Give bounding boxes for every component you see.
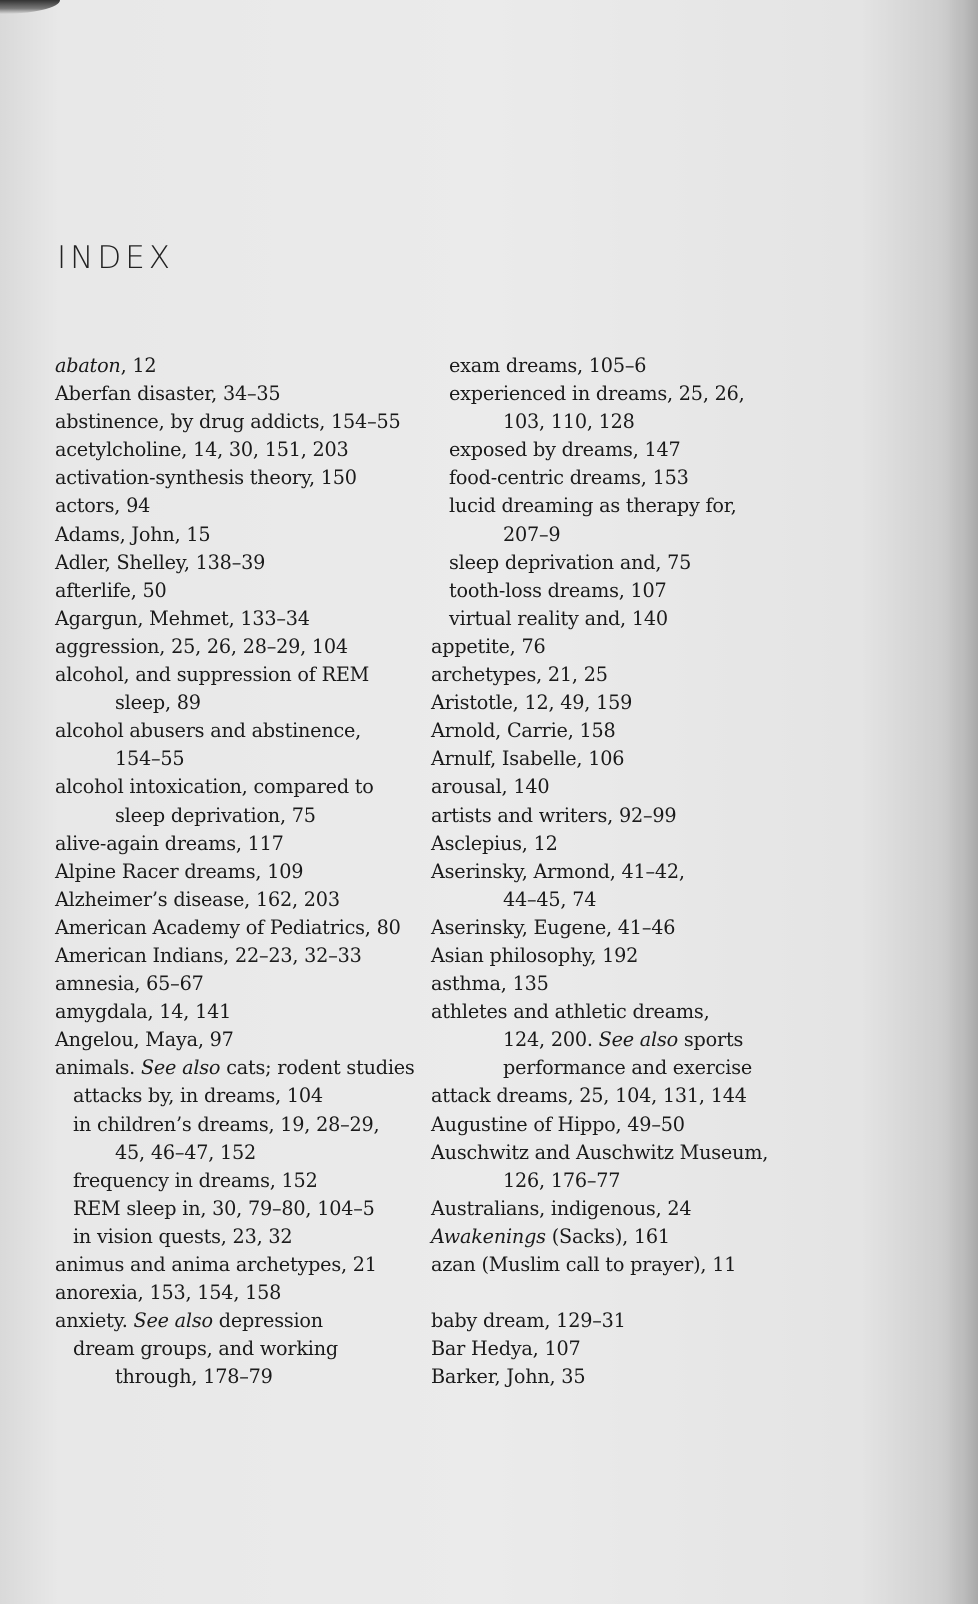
index-line (431, 492, 831, 520)
index-text: Arnold, Carrie, 158 (431, 719, 616, 743)
index-text: attack dreams, 25, 104, 131, 144 (431, 1084, 747, 1108)
index-line (431, 1082, 831, 1110)
index-text: (Sacks), 161 (545, 1224, 670, 1248)
index-line (55, 1363, 425, 1391)
index-line (55, 1111, 425, 1139)
index-text: Alzheimer’s disease, 162, 203 (55, 887, 340, 911)
index-text: alive-again dreams, 117 (55, 831, 284, 855)
index-line (431, 998, 831, 1026)
index-text: 154–55 (115, 747, 185, 771)
index-line (55, 549, 425, 577)
index-text: , 12 (120, 354, 157, 377)
index-line (431, 1363, 831, 1391)
index-line (431, 605, 831, 633)
index-line (431, 830, 831, 858)
index-line (55, 886, 425, 914)
index-line (431, 802, 831, 830)
index-text: sleep deprivation and, 75 (449, 550, 692, 574)
index-line (431, 464, 831, 492)
index-text: Agargun, Mehmet, 133–34 (55, 606, 310, 630)
index-text: athletes and athletic dreams, (431, 1000, 710, 1024)
index-line (55, 492, 425, 520)
index-line (55, 1335, 425, 1363)
index-text: Aristotle, 12, 49, 159 (431, 691, 633, 715)
index-line (55, 605, 425, 633)
index-line (55, 745, 425, 773)
index-line (431, 633, 831, 661)
index-line (55, 464, 425, 492)
index-text-italic: Awakenings (431, 1224, 546, 1248)
index-line (431, 436, 831, 464)
index-text: performance and exercise (503, 1056, 752, 1080)
section-gap (431, 1279, 831, 1307)
index-text: azan (Muslim call to prayer), 11 (431, 1253, 737, 1276)
index-text: actors, 94 (55, 494, 151, 518)
index-text: through, 178–79 (115, 1365, 273, 1389)
index-line (431, 1307, 831, 1335)
index-line (55, 1026, 425, 1054)
index-text: animals. (55, 1056, 141, 1080)
index-line (55, 436, 425, 464)
index-line (431, 408, 831, 436)
index-line (55, 998, 425, 1026)
index-text: dream groups, and working (73, 1337, 338, 1361)
index-text: frequency in dreams, 152 (73, 1168, 318, 1192)
page-title: INDEX (57, 240, 175, 276)
index-text: 45, 46–47, 152 (115, 1140, 257, 1164)
index-line (431, 970, 831, 998)
index-text: Aserinsky, Eugene, 41–46 (431, 915, 676, 939)
index-text-italic: See also (598, 1028, 678, 1052)
index-text: alcohol intoxication, compared to (55, 775, 374, 799)
index-line (55, 380, 425, 408)
index-text: food-centric dreams, 153 (449, 466, 689, 490)
index-line (431, 1054, 831, 1082)
index-text: amygdala, 14, 141 (55, 1000, 232, 1024)
index-line (55, 521, 425, 549)
index-text: alcohol, and suppression of REM (55, 663, 370, 687)
index-text: Aserinsky, Armond, 41–42, (431, 859, 685, 883)
index-text: depression (212, 1309, 323, 1333)
index-text: Augustine of Hippo, 49–50 (431, 1112, 685, 1136)
index-line (55, 914, 425, 942)
index-line (55, 689, 425, 717)
index-text: tooth-loss dreams, 107 (449, 578, 667, 602)
index-text: artists and writers, 92–99 (431, 803, 677, 827)
index-text: amnesia, 65–67 (55, 972, 204, 996)
index-line (431, 914, 831, 942)
index-text: Angelou, Maya, 97 (55, 1028, 234, 1052)
index-line (55, 577, 425, 605)
index-text: Adams, John, 15 (55, 522, 211, 546)
index-text: Alpine Racer dreams, 109 (55, 859, 304, 883)
index-line (431, 1223, 831, 1251)
index-line (431, 1251, 831, 1279)
index-line (55, 858, 425, 886)
index-text: afterlife, 50 (55, 578, 167, 602)
index-text: Australians, indigenous, 24 (431, 1196, 692, 1220)
index-line (431, 886, 831, 914)
index-line (55, 408, 425, 436)
index-text: Adler, Shelley, 138–39 (55, 550, 266, 574)
page-corner-shadow (0, 0, 60, 14)
index-line (431, 380, 831, 408)
index-line (55, 1054, 425, 1082)
index-text: arousal, 140 (431, 775, 550, 799)
index-line (431, 661, 831, 689)
index-text: cats; rodent studies (220, 1056, 415, 1080)
index-text: experienced in dreams, 25, 26, (449, 382, 745, 406)
index-text: baby dream, 129–31 (431, 1309, 626, 1333)
index-line (55, 1195, 425, 1223)
index-line (55, 773, 425, 801)
index-text: abstinence, by drug addicts, 154–55 (55, 410, 401, 434)
index-line (431, 717, 831, 745)
index-text: Asian philosophy, 192 (431, 943, 639, 967)
index-text: American Indians, 22–23, 32–33 (55, 943, 362, 967)
index-line (431, 1167, 831, 1195)
index-text: alcohol abusers and abstinence, (55, 719, 362, 743)
index-text: in vision quests, 23, 32 (73, 1224, 293, 1248)
index-text: American Academy of Pediatrics, 80 (55, 915, 401, 939)
index-line (55, 830, 425, 858)
index-line (431, 942, 831, 970)
index-text: archetypes, 21, 25 (431, 663, 608, 687)
index-line (431, 1111, 831, 1139)
index-line (55, 1139, 425, 1167)
index-line (431, 1026, 831, 1054)
index-line (431, 577, 831, 605)
index-text-italic: See also (140, 1056, 221, 1080)
index-line (431, 1139, 831, 1167)
index-line (55, 1307, 425, 1335)
index-line (55, 1251, 425, 1279)
index-text: Barker, John, 35 (431, 1365, 586, 1389)
index-line (55, 352, 425, 380)
index-line (431, 773, 831, 801)
index-text: sports (678, 1028, 744, 1052)
index-line (55, 942, 425, 970)
index-text: aggression, 25, 26, 28–29, 104 (55, 634, 348, 658)
index-text: Asclepius, 12 (431, 831, 558, 855)
index-line (431, 1335, 831, 1363)
index-text: asthma, 135 (431, 972, 549, 996)
index-column-right (431, 352, 831, 1391)
index-line (431, 1195, 831, 1223)
index-line (55, 717, 425, 745)
index-text: appetite, 76 (431, 634, 546, 658)
index-line (55, 970, 425, 998)
index-line (55, 802, 425, 830)
index-text: Arnulf, Isabelle, 106 (431, 747, 625, 771)
index-line (55, 1082, 425, 1110)
index-text: exam dreams, 105–6 (449, 354, 647, 377)
index-line (431, 549, 831, 577)
index-text-italic: abaton (55, 354, 121, 377)
index-line (431, 745, 831, 773)
index-text: REM sleep in, 30, 79–80, 104–5 (73, 1196, 375, 1220)
index-line (431, 858, 831, 886)
index-text: anorexia, 153, 154, 158 (55, 1281, 282, 1305)
index-text: animus and anima archetypes, 21 (55, 1253, 377, 1276)
index-text: virtual reality and, 140 (449, 606, 668, 630)
index-line (55, 661, 425, 689)
index-text: sleep deprivation, 75 (115, 803, 316, 827)
index-text: Aberfan disaster, 34–35 (55, 382, 281, 406)
index-text: 103, 110, 128 (503, 410, 635, 434)
index-text: sleep, 89 (115, 691, 201, 715)
index-line (431, 352, 831, 380)
index-line (431, 521, 831, 549)
index-text: activation-synthesis theory, 150 (55, 466, 357, 490)
index-text: 44–45, 74 (503, 887, 597, 911)
index-line (431, 689, 831, 717)
index-text: exposed by dreams, 147 (449, 438, 681, 462)
index-text: 124, 200. (503, 1028, 599, 1052)
index-text: attacks by, in dreams, 104 (73, 1084, 323, 1108)
index-line (55, 1167, 425, 1195)
index-text: acetylcholine, 14, 30, 151, 203 (55, 438, 349, 462)
index-text: in children’s dreams, 19, 28–29, (73, 1112, 380, 1136)
index-text-italic: See also (133, 1309, 213, 1333)
index-line (55, 1223, 425, 1251)
index-column-left (55, 352, 425, 1391)
index-text: 126, 176–77 (503, 1168, 621, 1192)
index-line (55, 1279, 425, 1307)
index-text: lucid dreaming as therapy for, (449, 494, 737, 518)
index-text: 207–9 (503, 522, 561, 546)
index-text: anxiety. (55, 1309, 134, 1333)
index-line (55, 633, 425, 661)
index-text: Bar Hedya, 107 (431, 1337, 581, 1361)
index-text: Auschwitz and Auschwitz Museum, (431, 1140, 769, 1164)
page-edge-shadow (948, 0, 978, 1604)
